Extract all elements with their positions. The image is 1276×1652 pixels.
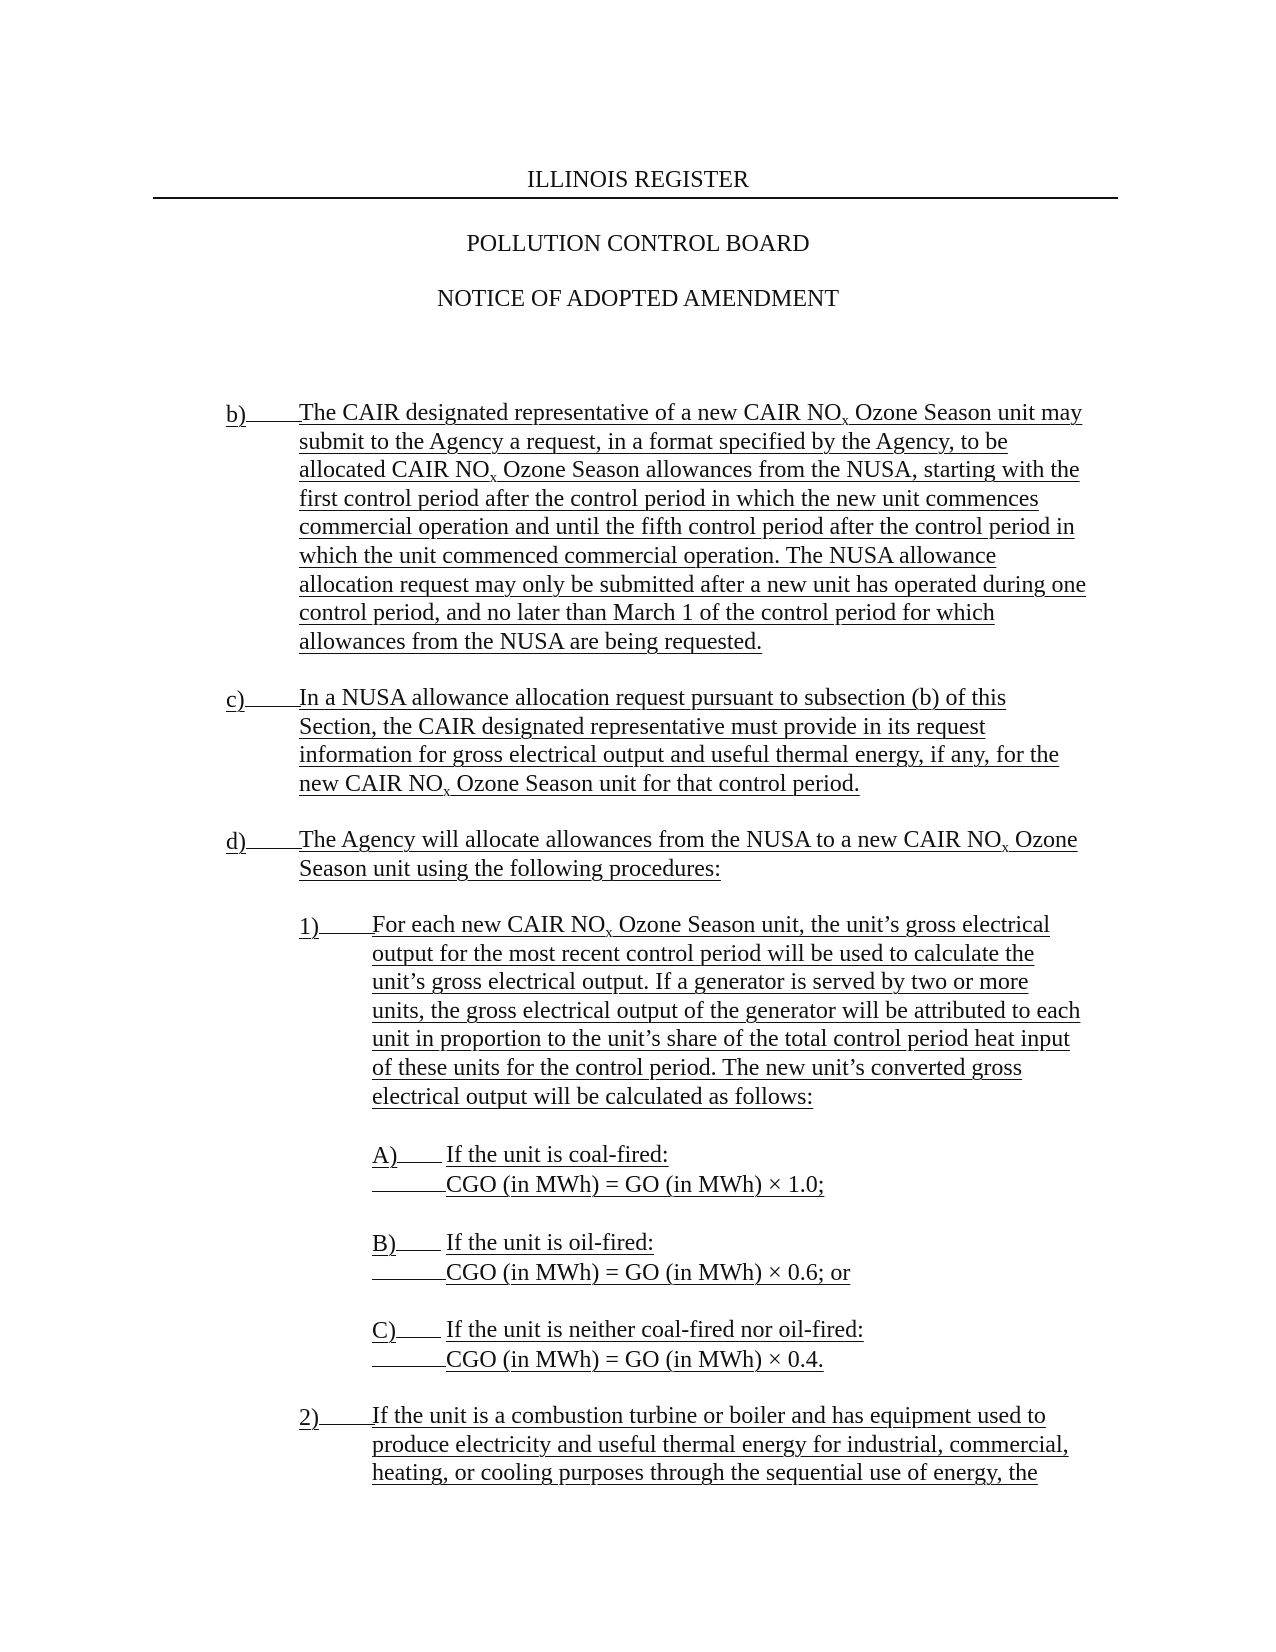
text-line: Section, the CAIR designated representative must provide in its request	[299, 713, 986, 740]
clause-b-condition: If the unit is oil-fired:	[446, 1230, 654, 1256]
clause-a-label	[372, 1140, 442, 1171]
subsection-1-label-text: 1)	[299, 914, 319, 940]
text-line: allowances from the NUSA are being requested.	[299, 628, 763, 655]
text-line: produce electricity and useful thermal energy for industrial, commercial,	[372, 1431, 1069, 1458]
text-line: information for gross electrical output and useful thermal energy, if any, for the	[299, 742, 1060, 769]
text-line: first control period after the control period in which the new unit commences	[299, 485, 1039, 512]
section-b-label	[226, 399, 302, 430]
section-d-text	[299, 826, 1119, 883]
text-line: heating, or cooling purposes through the sequential use of energy, the	[372, 1460, 1038, 1487]
clause-a-label-text: A)	[372, 1143, 398, 1169]
text-line: new CAIR $NO_x$ Ozone Season unit for that control period.	[299, 770, 860, 800]
clause-c-label	[372, 1315, 441, 1346]
clause-b-formula-line	[372, 1257, 850, 1288]
text-line: commercial operation and until the fifth control period after the control period in	[299, 514, 1075, 541]
text-line: The CAIR designated representative of a new CAIR $NO_x$ Ozone Season unit may	[299, 400, 1083, 429]
subsection-1-label	[299, 911, 375, 942]
register-title: ILLINOIS REGISTER	[527, 167, 749, 193]
section-d-label	[226, 826, 302, 857]
text-line: unit’s gross electrical output. If a generator is served by two or more	[372, 969, 1029, 996]
clause-a-formula: CGO (in MWh) = GO (in MWh) × 1.0;	[446, 1172, 825, 1198]
text-line: unit in proportion to the unit’s share of the total control period heat input	[372, 1026, 1070, 1053]
text-line: allocation request may only be submitted after a new unit has operated during one	[299, 571, 1087, 598]
notice-title: NOTICE OF ADOPTED AMENDMENT	[437, 286, 839, 312]
text-line: Season unit using the following procedures:	[299, 855, 721, 882]
section-d-label-text: d)	[226, 829, 246, 855]
text-line: which the unit commenced commercial operation. The NUSA allowance	[299, 542, 997, 569]
clause-b-formula: CGO (in MWh) = GO (in MWh) × 0.6; or	[446, 1260, 851, 1286]
subsection-2-label	[299, 1402, 375, 1433]
board-title: POLLUTION CONTROL BOARD	[466, 231, 810, 257]
text-line: submit to the Agency a request, in a format specified by the Agency, to be	[299, 428, 1008, 455]
clause-a-formula-line	[372, 1169, 824, 1200]
subsection-2-label-text: 2)	[299, 1405, 319, 1431]
text-line: For each new CAIR $NO_x$ Ozone Season unit, the unit’s gross electrical	[372, 912, 1051, 941]
section-c-label-text: c)	[226, 687, 245, 713]
text-line: In a NUSA allowance allocation request pursuant to subsection (b) of this	[299, 685, 1007, 711]
section-c-label	[226, 684, 302, 715]
section-b-text	[299, 399, 1119, 656]
text-line: output for the most recent control period will be used to calculate the	[372, 940, 1035, 967]
clause-b-label	[372, 1228, 441, 1259]
section-b-label-text: b)	[226, 402, 246, 428]
clause-b-label-text: B)	[372, 1231, 396, 1257]
text-line: units, the gross electrical output of the generator will be attributed to each	[372, 997, 1081, 1024]
subsection-2-text	[372, 1402, 1122, 1488]
text-line: The Agency will allocate allowances from the NUSA to a new CAIR $NO_x$ Ozone	[299, 827, 1078, 856]
clause-a-condition: If the unit is coal-fired:	[446, 1142, 669, 1168]
text-line: electrical output will be calculated as follows:	[372, 1083, 814, 1110]
clause-c-formula-line	[372, 1344, 824, 1375]
text-line: If the unit is a combustion turbine or boiler and has equipment used to	[372, 1403, 1046, 1429]
section-c-text	[299, 684, 1119, 798]
text-line: allocated CAIR $NO_x$ Ozone Season allowances from the NUSA, starting with the	[299, 457, 1080, 487]
text-line: of these units for the control period. The new unit’s converted gross	[372, 1054, 1023, 1081]
clause-c-formula: CGO (in MWh) = GO (in MWh) × 0.4.	[446, 1347, 824, 1373]
text-line: control period, and no later than March 1 of the control period for which	[299, 600, 995, 627]
clause-c-condition: If the unit is neither coal-fired nor oil-fired:	[446, 1317, 864, 1343]
header-rule	[153, 197, 1118, 199]
clause-c-label-text: C)	[372, 1318, 396, 1344]
subsection-1-text	[372, 911, 1122, 1111]
